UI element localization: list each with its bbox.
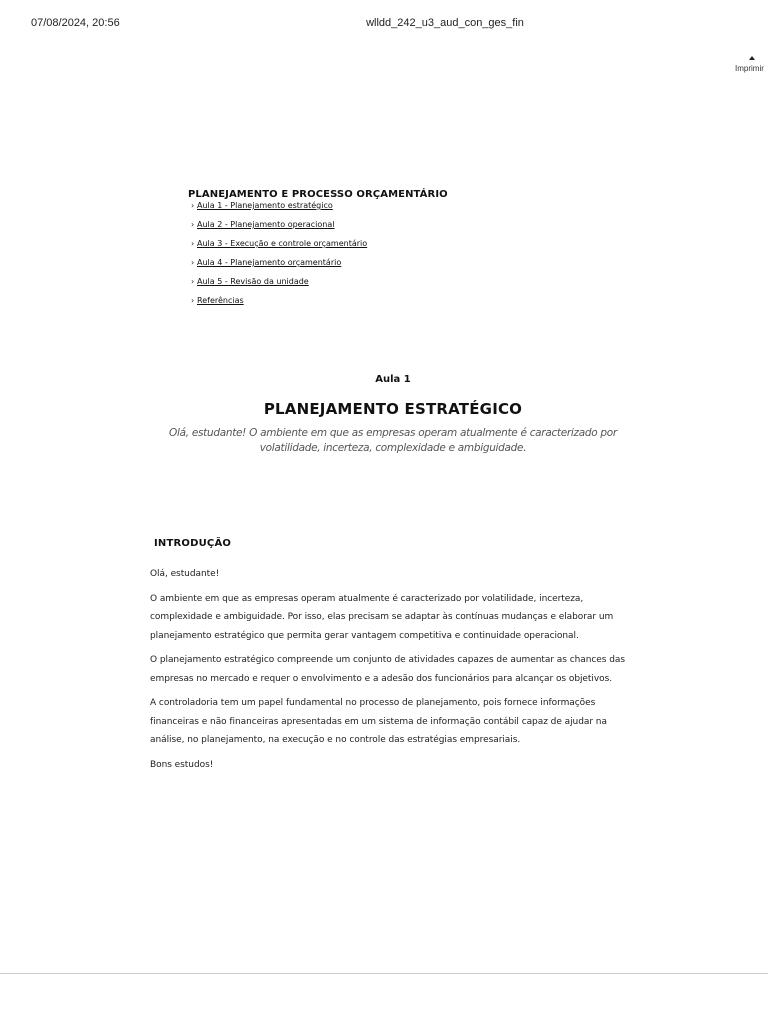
section-title: INTRODUÇÃO	[154, 538, 232, 549]
print-button-label: Imprimir	[735, 64, 764, 73]
chevron-right-icon: ›	[191, 296, 195, 305]
introduction-section	[150, 538, 640, 780]
paragraph: A controladoria tem um papel fundamental no processo de planejamento, pois fornece informações financeiras e não financeiras apresentadas em um sistema de informação contábil capaz de ajudar na análise, no planejamento, na execução e no controle das estratégias empresariais.	[150, 698, 607, 745]
print-document-title: wlldd_242_u3_aud_con_ges_fin	[366, 17, 524, 29]
chevron-right-icon: ›	[191, 239, 195, 248]
divider	[0, 973, 768, 974]
table-of-contents	[188, 189, 448, 316]
toc-item	[191, 297, 448, 316]
lesson-subtitle: Olá, estudante! O ambiente em que as empresas operam atualmente é caracterizado por volatilidade, incerteza, complexidade e ambiguidade.	[169, 427, 617, 454]
toc-list	[188, 202, 448, 316]
print-datetime: 07/08/2024, 20:56	[31, 17, 120, 29]
toc-item	[191, 259, 448, 278]
chevron-right-icon: ›	[191, 277, 195, 286]
lesson-number: Aula 1	[375, 374, 411, 385]
toc-link-aula-1[interactable]: Aula 1 - Planejamento estratégico	[197, 201, 333, 210]
paragraph: Olá, estudante!	[150, 569, 220, 579]
chevron-right-icon: ›	[191, 258, 195, 267]
toc-title: PLANEJAMENTO E PROCESSO ORÇAMENTÁRIO	[188, 189, 448, 200]
arrow-up-icon	[749, 56, 755, 60]
print-button[interactable]	[735, 56, 768, 80]
toc-item	[191, 240, 448, 259]
toc-link-aula-2[interactable]: Aula 2 - Planejamento operacional	[197, 220, 335, 229]
toc-link-aula-3[interactable]: Aula 3 - Execução e controle orçamentário	[197, 239, 368, 248]
toc-item	[191, 278, 448, 297]
paragraph: O planejamento estratégico compreende um conjunto de atividades capazes de aumentar as chances das empresas no mercado e requer o envolvimento e a adesão dos funcionários para alcançar os objetivos.	[150, 655, 625, 684]
paragraph: O ambiente em que as empresas operam atualmente é caracterizado por volatilidade, incerteza, complexidade e ambiguidade. Por isso, elas precisam se adaptar às contínuas mudanças e elaborar um planejamento estratégico que permita gerar vantagem competitiva e continuidade operacional.	[150, 593, 614, 641]
toc-item	[191, 221, 448, 240]
toc-link-aula-4[interactable]: Aula 4 - Planejamento orçamentário	[197, 258, 342, 267]
chevron-right-icon: ›	[191, 220, 195, 229]
chevron-right-icon: ›	[191, 201, 195, 210]
lesson-title: PLANEJAMENTO ESTRATÉGICO	[263, 400, 523, 418]
print-header	[0, 17, 768, 33]
paragraph: Bons estudos!	[150, 759, 214, 770]
toc-link-aula-5[interactable]: Aula 5 - Revisão da unidade	[197, 277, 309, 286]
lesson-hero	[0, 374, 768, 456]
toc-item	[191, 202, 448, 221]
toc-link-referencias[interactable]: Referências	[197, 296, 244, 305]
